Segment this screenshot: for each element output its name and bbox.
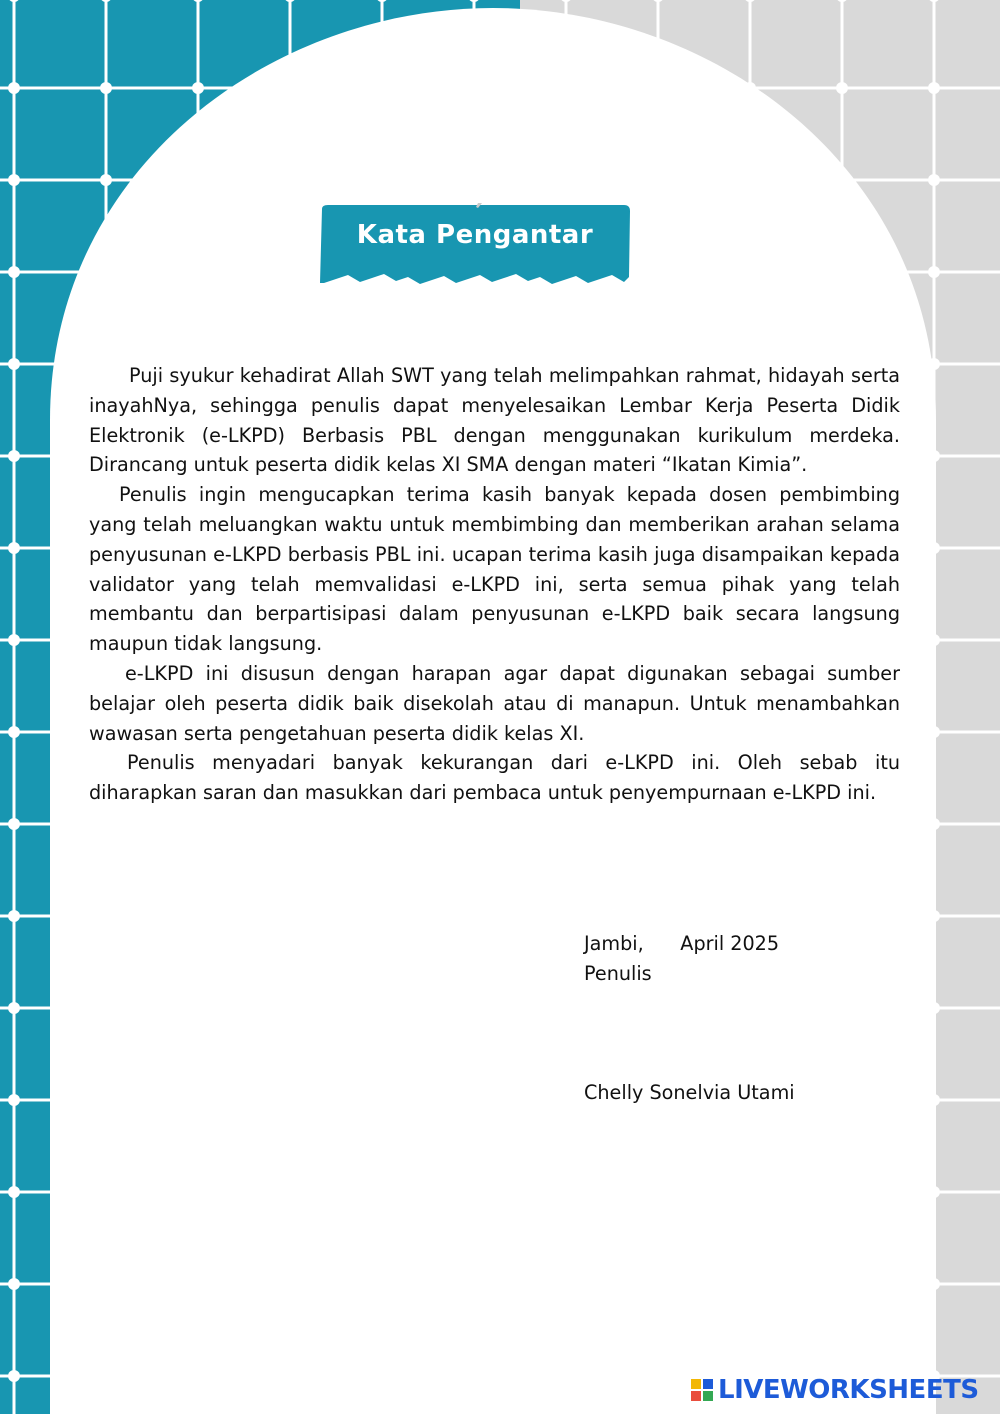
grid-dot <box>8 1370 20 1382</box>
grid-dot <box>8 266 20 278</box>
grid-dot <box>100 174 112 186</box>
body-text <box>89 361 900 808</box>
grid-dot <box>100 82 112 94</box>
signature-place-date: Jambi, April 2025 <box>584 932 780 955</box>
brand-text: LIVEWORKSHEETS <box>718 1375 979 1405</box>
grid-dot <box>8 910 20 922</box>
grid-dot <box>928 266 940 278</box>
paragraph-3: e-LKPD ini disusun dengan harapan agar dapat digunakan sebagai sumber belajar oleh peserta didik baik disekolah atau di manapun. Untuk menambahkan wawasan serta pengetahuan peserta didik kelas XI. <box>89 661 900 745</box>
grid-dot <box>8 1094 20 1106</box>
paragraph-2: Penulis ingin mengucapkan terima kasih banyak kepada dosen pembimbing yang telah meluangkan waktu untuk membimbing dan memberikan arahan selama penyusunan e-LKPD berbasis PBL ini. ucapan terima kasih juga disampaikan kepada validator yang telah memvalidasi e-LKPD ini, serta semua pihak yang telah membantu dan berpartisipasi dalam penyusunan e-LKPD baik secara langsung maupun tidak langsung. <box>89 483 900 656</box>
liveworksheets-logo-icon <box>690 1378 714 1402</box>
paragraph-1: Puji syukur kehadirat Allah SWT yang telah melimpahkan rahmat, hidayah serta inayahNya, sehingga penulis dapat menyelesaikan Lembar Kerja Peserta Didik Elektronik (e-LKPD) Berbasis PBL dengan menggunakan kurikulum merdeka. Dirancang untuk peserta didik kelas XI SMA dengan materi “Ikatan Kimia”. <box>89 364 900 477</box>
grid-dot <box>8 82 20 94</box>
grid-dot <box>836 82 848 94</box>
grid-dot <box>8 818 20 830</box>
grid-dot <box>8 1186 20 1198</box>
signature-role: Penulis <box>584 962 652 985</box>
liveworksheets-watermark <box>690 1373 979 1407</box>
grid-dot <box>8 1002 20 1014</box>
signature-name: Chelly Sonelvia Utami <box>584 1081 795 1104</box>
page-title: Kata Pengantar <box>356 220 594 250</box>
grid-dot <box>8 542 20 554</box>
paragraph-4: Penulis menyadari banyak kekurangan dari e-LKPD ini. Oleh sebab itu diharapkan saran dan masukkan dari pembaca untuk penyempurnaan e-LKPD ini. <box>89 751 900 805</box>
grid-dot <box>928 174 940 186</box>
grid-dot <box>928 82 940 94</box>
grid-dot <box>8 450 20 462</box>
grid-dot <box>192 82 204 94</box>
grid-dot <box>8 726 20 738</box>
grid-dot <box>8 358 20 370</box>
grid-dot <box>8 174 20 186</box>
grid-dot <box>8 1278 20 1290</box>
grid-dot <box>8 634 20 646</box>
